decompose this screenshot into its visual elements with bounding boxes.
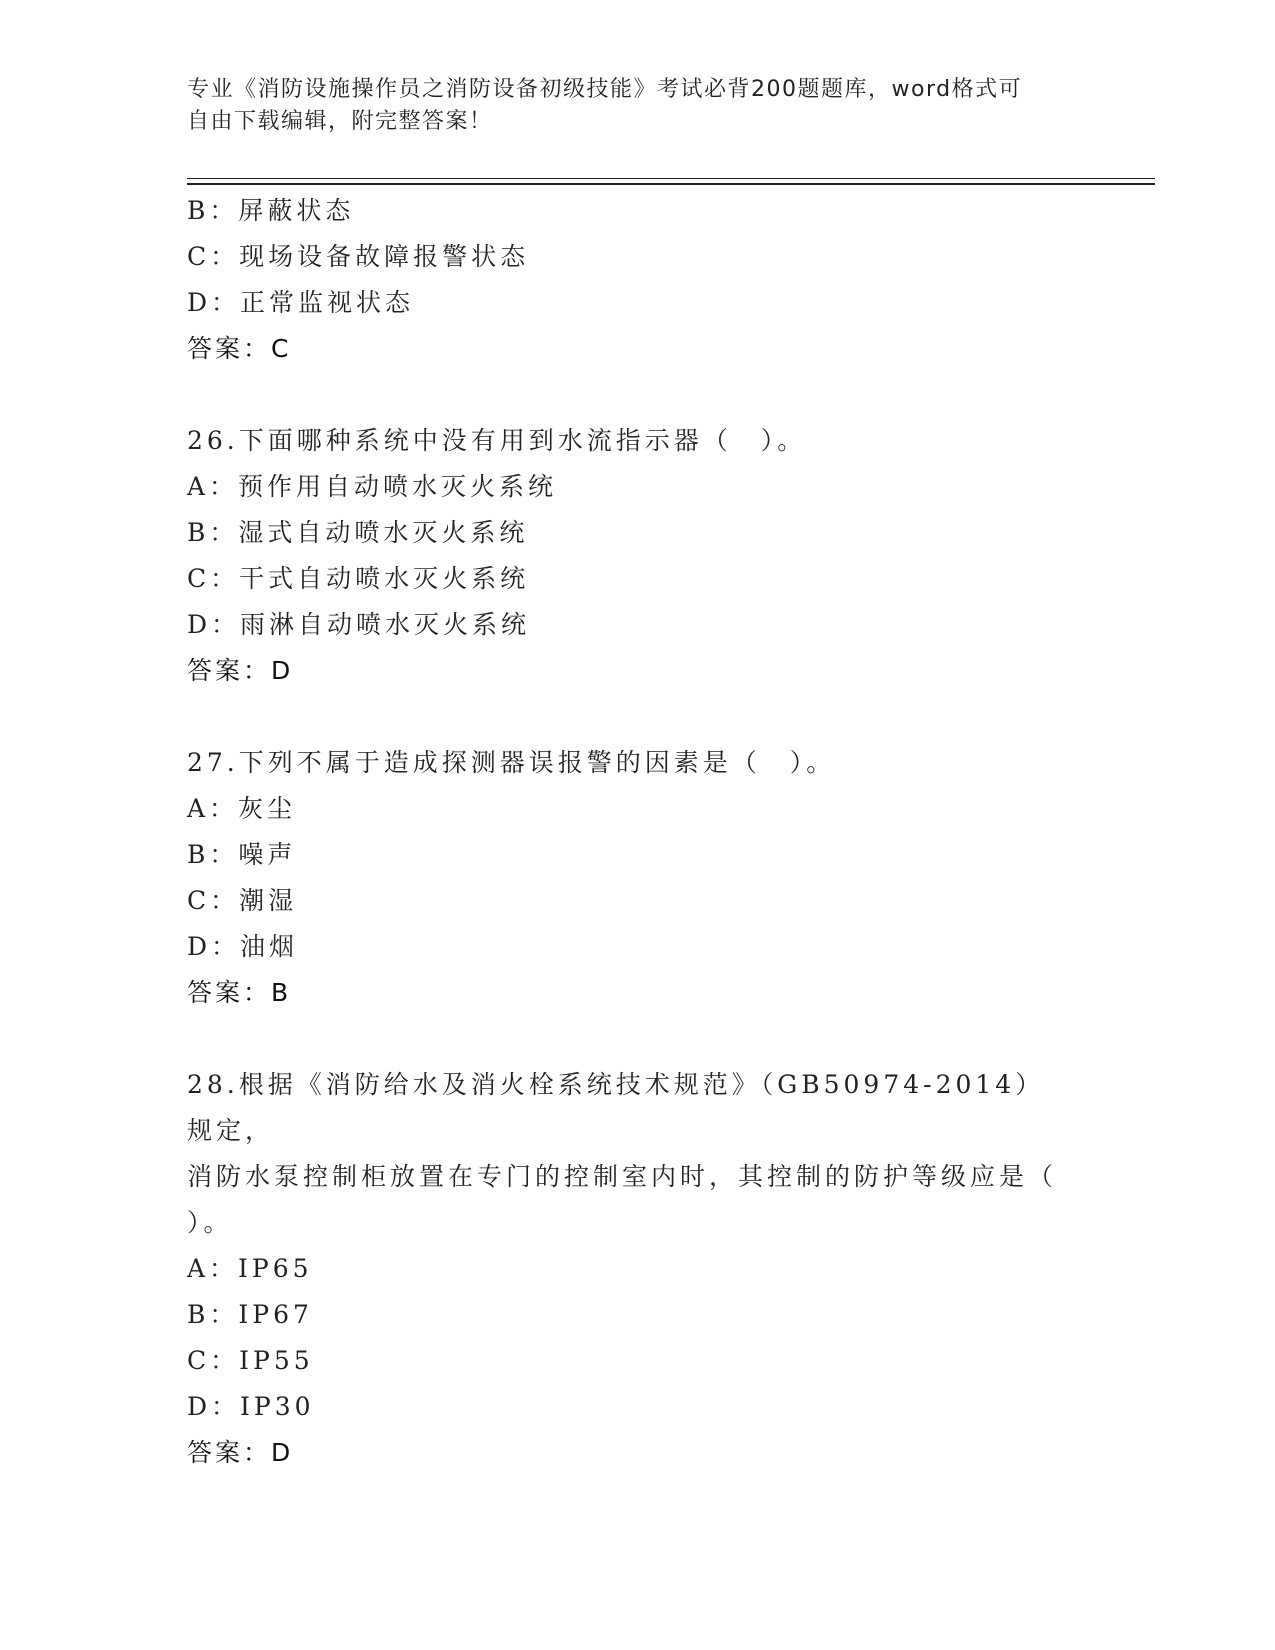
answer-line: 答案：D (187, 1438, 294, 1467)
option-a: A：灰尘 (187, 794, 297, 823)
header-divider (187, 178, 1155, 185)
document-body (187, 188, 1067, 1476)
option-d: D：IP30 (187, 1392, 315, 1421)
header-line-2: 自由下载编辑，附完整答案！ (187, 109, 493, 134)
option-b: B：屏蔽状态 (187, 196, 355, 225)
question-text-line-2: 消防水泵控制柜放置在专门的控制室内时，其控制的防护等级应是（ (187, 1162, 1058, 1191)
option-b: B：IP67 (187, 1300, 313, 1329)
option-a: A：IP65 (187, 1254, 313, 1283)
option-a: A：预作用自动喷水灭火系统 (187, 472, 558, 501)
document-header (187, 74, 1067, 138)
question-text-line-3: ）。 (187, 1208, 233, 1237)
question-28 (187, 1062, 1067, 1476)
question-26 (187, 418, 1067, 694)
spacer (187, 1016, 1067, 1062)
question-text: 26.下面哪种系统中没有用到水流指示器（ ）。 (187, 426, 807, 455)
spacer (187, 694, 1067, 740)
option-b: B：湿式自动喷水灭火系统 (187, 518, 529, 547)
option-c: C：干式自动喷水灭火系统 (187, 564, 530, 593)
option-d: D：油烟 (187, 932, 299, 961)
option-d: D：雨淋自动喷水灭火系统 (187, 610, 531, 639)
question-text: 27.下列不属于造成探测器误报警的因素是（ ）。 (187, 748, 836, 777)
option-c: C：IP55 (187, 1346, 314, 1375)
spacer (187, 372, 1067, 418)
option-d: D：正常监视状态 (187, 288, 415, 317)
answer-line: 答案：B (187, 978, 292, 1007)
question-text-line-1: 28.根据《消防给水及消火栓系统技术规范》（GB50974-2014）规定， (187, 1070, 1045, 1145)
answer-line: 答案：C (187, 334, 292, 363)
question-27 (187, 740, 1067, 1016)
answer-line: 答案：D (187, 656, 294, 685)
option-c: C：现场设备故障报警状态 (187, 242, 530, 271)
option-b: B：噪声 (187, 840, 297, 869)
prev-question-block (187, 188, 1067, 372)
option-c: C：潮湿 (187, 886, 298, 915)
header-line-1: 专业《消防设施操作员之消防设备初级技能》考试必背200题题库，word格式可 (187, 77, 1023, 102)
